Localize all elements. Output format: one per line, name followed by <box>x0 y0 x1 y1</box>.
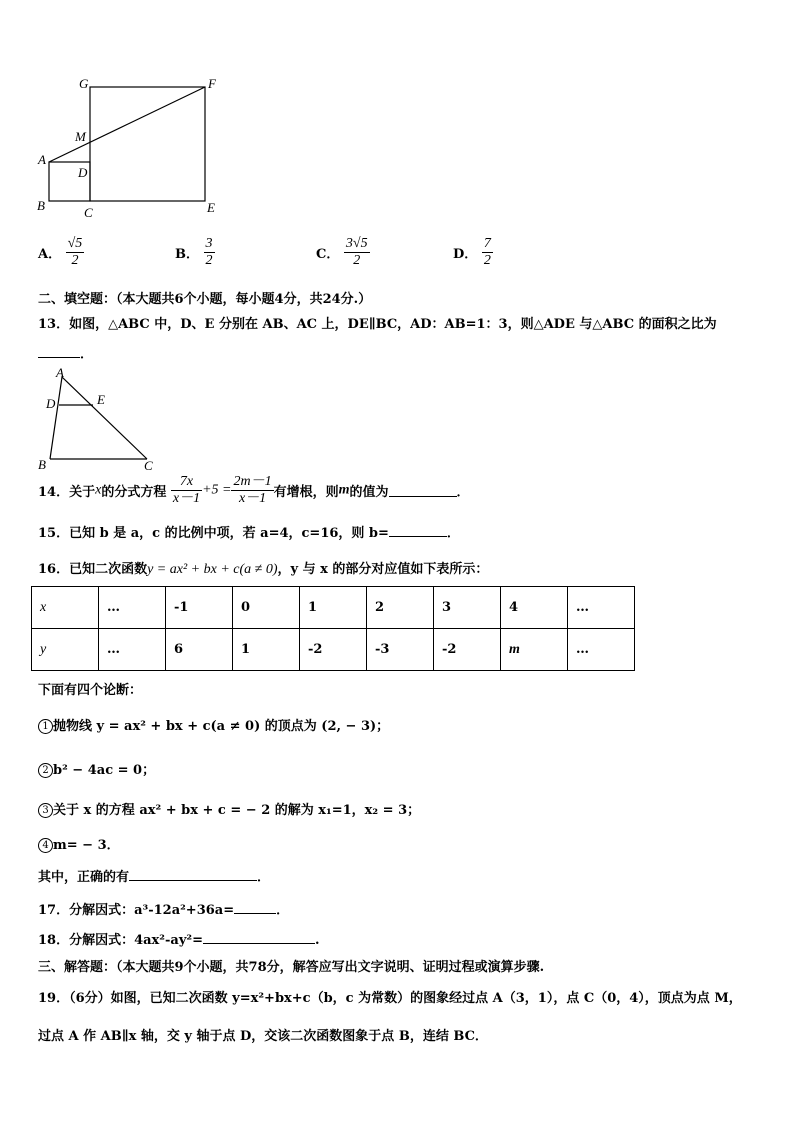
section3-heading: 三、解答题：（本大题共9个小题，共78分，解答应写出文字说明、证明过程或演算步骤. <box>38 960 545 975</box>
q15-text: 15．已知 b 是 a，c 的比例中项，若 a=4，c=16，则 b= <box>38 526 389 541</box>
option-a <box>38 236 84 269</box>
option-d-den: 2 <box>483 253 491 268</box>
table-cell: -2 <box>434 629 501 671</box>
q13-blank[interactable] <box>38 345 80 358</box>
option-a-label: A． <box>38 247 62 262</box>
option-b-num: 3 <box>205 236 213 251</box>
statement-4-marker: 4 <box>38 838 53 853</box>
table-cell: y <box>32 629 99 671</box>
q16-end: ． <box>257 870 271 885</box>
q14-pre: 14．关于 <box>38 485 96 500</box>
q18 <box>38 929 320 948</box>
table-cell: … <box>99 587 166 629</box>
q14-var-m: m <box>338 482 350 498</box>
q16-statement-1 <box>38 715 389 734</box>
label-G: G <box>79 76 89 91</box>
q17-blank[interactable] <box>234 901 276 914</box>
q16-statement-3 <box>38 799 420 818</box>
table-cell: 0 <box>233 587 300 629</box>
label-A: A <box>38 152 46 167</box>
statement-1-marker: 1 <box>38 719 53 734</box>
q13-text: 13．如图，△ABC 中，D、E 分别在 AB、AC 上，DE∥BC，AD：AB=1：3，则△ADE 与△ABC 的面积之比为 <box>38 317 717 332</box>
option-c-den: 2 <box>353 253 361 268</box>
statement-1-text: 抛物线 y = ax² + bx + c(a ≠ 0) 的顶点为 (2, − 3)； <box>53 719 390 734</box>
option-c-label: C． <box>316 247 340 262</box>
option-c <box>316 236 370 269</box>
label-B: B <box>37 198 45 213</box>
q14-var: x <box>95 482 102 498</box>
table-cell: -3 <box>367 629 434 671</box>
q13-end: ． <box>80 347 94 362</box>
q18-text: 18．分解因式：4ax²-ay²= <box>38 933 203 948</box>
q17-text: 17．分解因式：a³-12a²+36a= <box>38 903 235 918</box>
q14-f1-den: x－1 <box>172 491 201 506</box>
q16-func: y = ax² + bx + c(a ≠ 0) <box>147 562 278 577</box>
q14-blank[interactable] <box>389 484 457 497</box>
label-M: M <box>75 129 86 144</box>
q14-post2: 的值为 <box>349 485 389 500</box>
table-cell: 6 <box>166 629 233 671</box>
q16-intro <box>38 558 488 578</box>
option-c-num: 3√5 <box>345 236 368 251</box>
statement-2-marker: 2 <box>38 763 53 778</box>
table-row-y <box>32 629 635 671</box>
q14-f2-den: x－1 <box>238 491 267 506</box>
tri-label-C: C <box>144 458 153 473</box>
option-a-den: 2 <box>71 253 79 268</box>
table-cell: 4 <box>501 587 568 629</box>
q14-plus5: +5 = <box>202 482 232 498</box>
q16-statement-4 <box>38 834 120 853</box>
q15 <box>38 522 460 541</box>
q18-end: . <box>314 933 320 948</box>
q17-end: ． <box>276 903 290 918</box>
statement-3-text: 关于 x 的方程 ax² + bx + c = − 2 的解为 x₁=1，x₂ = 3； <box>53 803 421 818</box>
table-cell: … <box>568 587 635 629</box>
table-cell: -2 <box>300 629 367 671</box>
figure-squares <box>30 70 230 220</box>
q15-end: ． <box>446 526 460 541</box>
option-b-label: B． <box>175 247 199 262</box>
q14-post: 有增根，则 <box>273 485 339 500</box>
label-F: F <box>208 76 216 91</box>
q16-statement-2 <box>38 759 155 778</box>
table-cell: … <box>99 629 166 671</box>
q19-line2: 过点 A 作 AB∥x 轴，交 y 轴于点 D，交该二次函数图象于点 B，连结 BC． <box>38 1029 488 1044</box>
option-b <box>175 236 215 269</box>
table-cell: … <box>568 629 635 671</box>
statement-2-text: b² − 4ac = 0； <box>53 763 156 778</box>
value-table <box>31 586 635 671</box>
table-cell: 3 <box>434 587 501 629</box>
table-cell: 1 <box>233 629 300 671</box>
label-D: D <box>78 165 88 180</box>
q19-line1: 19．（6分）如图，已知二次函数 y=x²+bx+c（b，c 为常数）的图象经过点 A（3，1），点 C（0，4），顶点为点 M， <box>38 991 742 1006</box>
q17 <box>38 899 289 918</box>
q16-post: ，y 与 x 的部分对应值如下表所示： <box>277 562 489 577</box>
table-cell: -1 <box>166 587 233 629</box>
option-d-num: 7 <box>483 236 491 251</box>
figure-triangle <box>35 365 165 470</box>
section2-heading: 二、填空题：（本大题共6个小题，每小题4分，共24分.） <box>38 292 372 307</box>
q14-end: ． <box>456 485 470 500</box>
q14 <box>38 474 470 507</box>
q16-pre: 16．已知二次函数 <box>38 562 148 577</box>
tri-label-B: B <box>38 457 46 472</box>
q14-f1-num: 7x <box>171 474 202 491</box>
q13-answer <box>38 343 93 362</box>
label-E: E <box>207 200 215 215</box>
table-cell: 1 <box>300 587 367 629</box>
option-d <box>453 236 493 269</box>
label-C: C <box>84 205 93 220</box>
q14-f2-num: 2m－1 <box>233 474 272 489</box>
statement-3-marker: 3 <box>38 803 53 818</box>
q18-blank[interactable] <box>203 931 315 944</box>
q16-statements-intro: 下面有四个论断： <box>38 683 143 698</box>
option-b-den: 2 <box>205 253 213 268</box>
q14-mid: 的分式方程 <box>101 485 167 500</box>
table-row-x <box>32 587 635 629</box>
q16-conclusion <box>38 866 270 885</box>
tri-label-A: A <box>56 365 64 380</box>
table-cell: 2 <box>367 587 434 629</box>
table-cell: x <box>32 587 99 629</box>
table-cell: m <box>501 629 568 671</box>
tri-label-D: D <box>46 396 56 411</box>
q15-blank[interactable] <box>389 524 447 537</box>
statement-4-text: m= − 3． <box>53 838 120 853</box>
q16-conclusion-text: 其中，正确的有 <box>38 870 130 885</box>
option-a-num: √5 <box>67 236 83 251</box>
tri-label-E: E <box>97 392 105 407</box>
option-d-label: D． <box>453 247 478 262</box>
q16-blank[interactable] <box>129 868 257 881</box>
